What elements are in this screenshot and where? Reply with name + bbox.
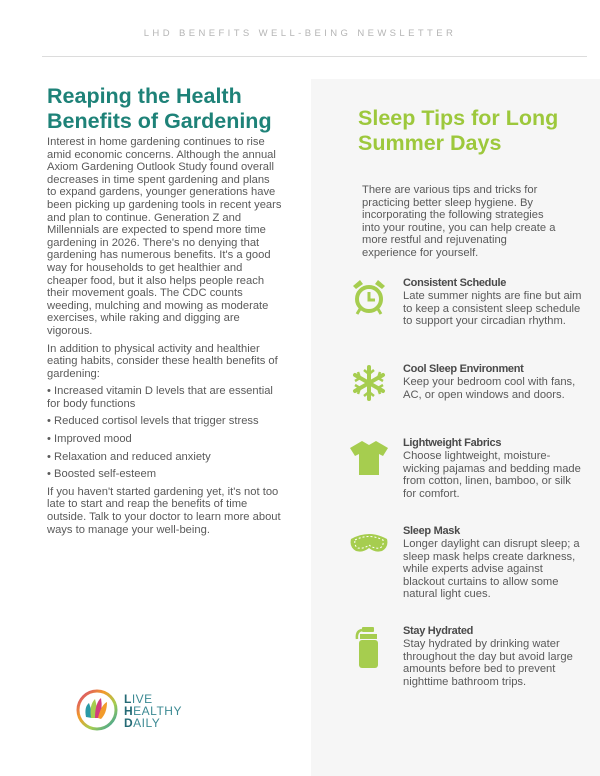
gardening-paragraph: In addition to physical activity and healthier eating habits, consider these health benefits of gardening: — [47, 342, 278, 380]
sleep-mask-icon — [349, 525, 389, 565]
benefit-item: • Reduced cortisol levels that trigger stress — [47, 415, 282, 428]
snowflake-icon — [349, 363, 389, 403]
gardening-paragraph: Interest in home gardening continues to rise amid economic concerns. Although the annual Axiom Gardening Outlook Study found overall decreases in time spent gardening and plans to expand gardens, younger generations have been picking up gardening tools in recent years and plan to continue. Generation Z and Millennials are expected to spend more time gardening in 2026. There's no denying that gardening has numerous benefits. It's a good way for households to get healthier and cheaper food, but it also helps people reach their movement goals. The CDC counts weeding, mulching and mowing as moderate exercises, while raking and digging are vigorous. — [47, 136, 282, 337]
header-divider — [42, 56, 587, 57]
benefit-item: • Boosted self-esteem — [47, 468, 282, 481]
tip-title: Lightweight Fabrics — [403, 437, 502, 449]
tip-text: Keep your bedroom cool with fans, AC, or open windows and doors. — [403, 376, 576, 401]
gardening-article — [47, 84, 282, 541]
benefit-item: • Improved mood — [47, 433, 282, 446]
t-shirt-icon — [349, 437, 389, 477]
water-bottle-icon — [349, 625, 389, 665]
benefits-list — [47, 385, 282, 481]
tip-text: Choose lightweight, moisture-wicking pajamas and bedding made from cotton, linen, bamboo, or silk for comfort. — [403, 450, 581, 500]
tip-title: Sleep Mask — [403, 525, 460, 537]
sleep-tips-panel — [311, 79, 600, 776]
gardening-closing: If you haven't started gardening yet, it's not too late to start and reap the benefits of time outside. Talk to your doctor to learn more about ways to manage your well-being. — [47, 485, 281, 536]
logo-wordmark: LIVE HEALTHY DAILY — [124, 692, 182, 730]
tip-text: Stay hydrated by drinking water throughout the day but avoid large amounts before bed to prevent nighttime bathroom trips. — [403, 638, 573, 688]
sleep-intro: There are various tips and tricks for practicing better sleep hygiene. By incorporating the following strategies into your routine, you can help create a more restful and rejuvenating experience for yourself. — [362, 184, 556, 259]
benefit-item: • Relaxation and reduced anxiety — [47, 451, 282, 464]
tip-title: Cool Sleep Environment — [403, 363, 524, 375]
tip-text: Longer daylight can disrupt sleep; a sleep mask helps create darkness, while experts advise against blackout curtains to allow some natural light cues. — [403, 538, 580, 601]
newsletter-header: LHD BENEFITS WELL-BEING NEWSLETTER — [143, 28, 457, 39]
tip-title: Consistent Schedule — [403, 277, 507, 289]
benefit-item: • Increased vitamin D levels that are essential for body functions — [47, 385, 282, 410]
tip-title: Stay Hydrated — [403, 625, 474, 637]
gardening-article-title: Reaping the Health Benefits of Gardening — [47, 84, 272, 133]
sleep-article-title: Sleep Tips for Long Summer Days — [358, 106, 559, 155]
lotus-ring-icon — [74, 687, 120, 733]
tip-text: Late summer nights are fine but aim to keep a consistent sleep schedule to support your circadian rhythm. — [403, 290, 582, 328]
alarm-clock-icon — [349, 277, 389, 317]
live-healthy-daily-logo — [74, 687, 204, 739]
